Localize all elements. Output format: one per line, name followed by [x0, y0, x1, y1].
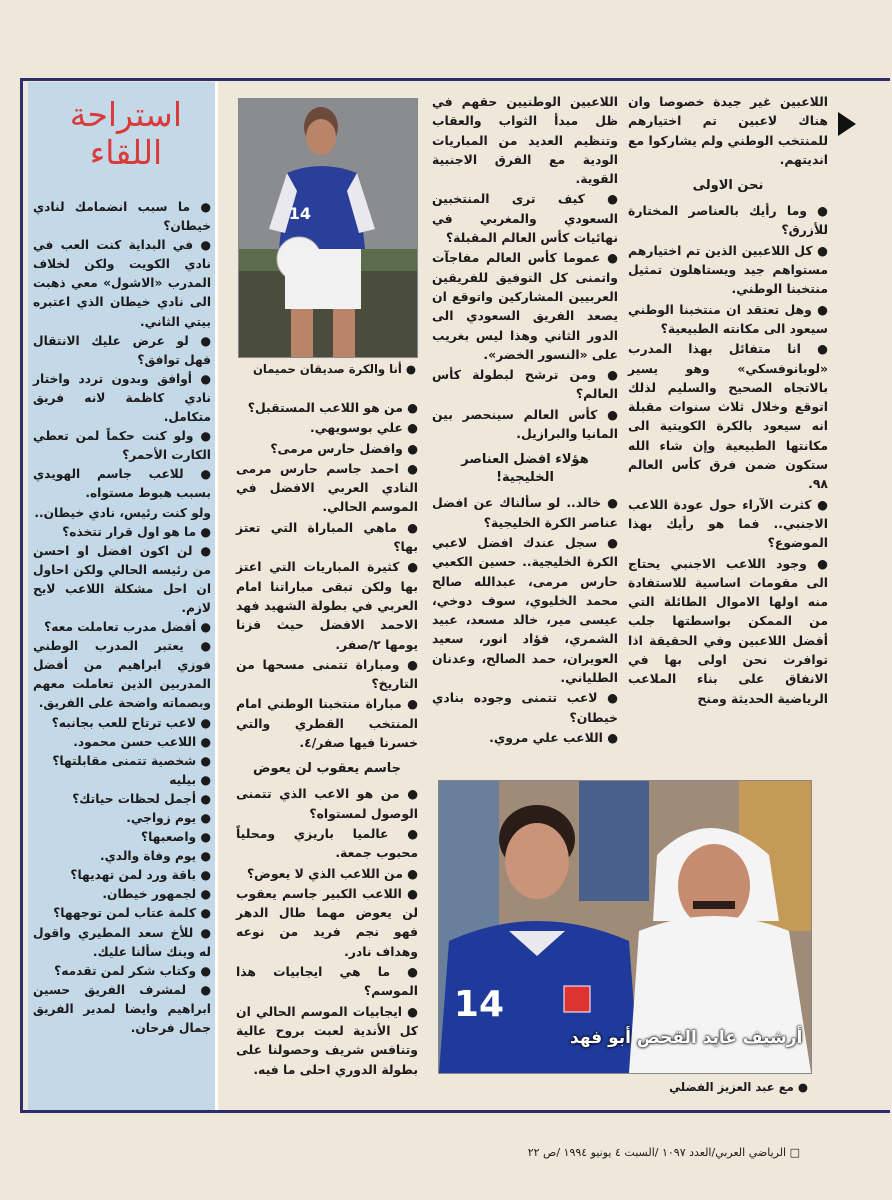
sidebar-paragraph: ● أوافق وبدون تردد واختار نادي كاظمة لانه فريق متكامل.: [33, 371, 211, 425]
article-paragraph: ● احمد جاسم حارس مرمى النادي العربي الافضل في الموسم الحالي.: [236, 460, 418, 515]
sidebar-paragraph: ● اللاعب حسن محمود.: [73, 734, 211, 749]
sidebar-paragraph: ● ما هو اول قرار تتخذه؟: [62, 524, 211, 539]
article-paragraph: ● سجل عندك افضل لاعبي الكرة الخليجية.. حسين الكعبي حارس مرمى، عبدالله صالح محمد الخليوي، سوف دوخي، عيسى مير، خالد مسعد، عبيد الشمري، فؤاد انور، سعيد العويران، حمد الصالح، وعدنان الطلياني.: [432, 534, 618, 686]
sidebar-paragraph: ● شخصية تتمنى مقابلتها؟: [52, 753, 211, 768]
sidebar-paragraph: ولو كنت رئيس، نادي خيطان..: [34, 505, 211, 520]
article-paragraph: ● خالد.. لو سألناك عن افضل عناصر الكرة الخليجية؟: [432, 495, 618, 530]
page-footer: □ الرياضي العربي/العدد ١٠٩٧ /السبت ٤ يونيو ١٩٩٤ /ص ٢٢: [527, 1146, 800, 1159]
column-right: [628, 92, 828, 709]
article-paragraph: اللاعبين الوطنيين حقهم في ظل مبدأ الثواب والعقاب وتنظيم العديد من المباريات الودية مع الفرق الاجنبية القوية.: [432, 94, 618, 187]
article-paragraph: ● وجود اللاعب الاجنبي يحتاج الى مقومات اساسية للاستفادة منه اولها الاموال الطائلة التي من الممكن بواسطتها جلب أفضل اللاعبين وفي الحقيقة اذا توافرت نحن اولى بها في الانفاق على بناء الملاعب الرياضية الحديثة ومنح: [628, 555, 828, 706]
sidebar-paragraph: ● للأخ سعد المطيري واقول له وينك سألنا عليك.: [33, 925, 211, 959]
article-paragraph: ● كثيرة المباريات التي اعتز بها ولكن تبقى مباراتنا امام العربي في بطولة الشهيد فهد الاحمد الافضل حيث فزنا يومها ٢/صفر.: [236, 559, 418, 652]
archive-watermark: أرشيف عايد القحص أبو فهد: [570, 1028, 803, 1048]
sidebar-paragraph: ● يعتبر المدرب الوطني فوزي ابراهيم من أفضل المدربين الذين تعاملت معهم وبصماته واضحة على الفريق.: [33, 639, 211, 711]
sidebar-paragraph: ● باقة ورد لمن تهديها؟: [70, 868, 211, 883]
sidebar-paragraph: ● في البداية كنت العب في نادي الكويت ولكن لخلاف المدرب «الاشول» معي ذهبت الى نادي خيطان الذي اعتبره بيتي الثاني.: [33, 238, 211, 329]
svg-text:14: 14: [453, 984, 504, 1025]
article-paragraph: ● كأس العالم سينحصر بين المانيا والبرازيل.: [432, 406, 618, 442]
column-left: [236, 398, 418, 1080]
player-photo-caption: ● أنا والكرة صديقان حميمان: [252, 362, 416, 376]
section-heading: هؤلاء افضل العناصر الخليجية!: [461, 452, 589, 486]
sidebar-paragraph: ● وكتاب شكر لمن تقدمه؟: [54, 963, 211, 978]
sidebar-paragraph: ● يوم وفاة والدي.: [99, 849, 211, 864]
sidebar-paragraph: ● لو عرض عليك الانتقال فهل توافق؟: [33, 333, 211, 367]
sidebar-paragraph: ● لجمهور خيطان.: [102, 887, 211, 902]
article-paragraph: اللاعبين غير جيدة خصوصا وان هناك لاعبين تم اختيارهم للمنتخب الوطني ولم يشاركوا مع انديتهم.: [628, 94, 828, 167]
article-paragraph: ● كل اللاعبين الذين تم اختيارهم مستواهم جيد ويستاهلون تمثيل منتخبنا الوطني.: [628, 242, 828, 297]
sidebar-paragraph: ● كلمة عتاب لمن توجهها؟: [53, 906, 211, 921]
group-photo-caption: ● مع عبد العزيز الفضلي: [669, 1080, 808, 1094]
sidebar-paragraph: ● أجمل لحظات حياتك؟: [72, 791, 211, 806]
article-paragraph: ● ماهي المباراة التي تعتز بها؟: [236, 519, 418, 555]
section-heading: نحن الاولى: [692, 178, 764, 194]
sidebar-paragraph: ● لاعب ترتاح للعب بجانبه؟: [51, 715, 211, 730]
article-paragraph: ● انا متفائل بهذا المدرب «لوبانوفسكي» وهو يسير بالاتجاه الصحيح والسليم لذلك اتوقع وخلال ثلاث سنوات مقبلة انه سيعود بالكرة الكويتية الى مكانتها الطبيعية وإن شاء الله ستكون ضمن فرق كأس العالم ٩٨.: [628, 341, 828, 492]
article-paragraph: ● كيف ترى المنتخبين السعودي والمغربي في نهائيات كأس العالم المقبلة؟: [432, 191, 618, 246]
article-paragraph: ● ما هي ايجابيات هذا الموسم؟: [236, 964, 418, 999]
article-paragraph: ● كثرت الآراء حول عودة اللاعب الاجنبي.. فما هو رأيك بهذا الموضوع؟: [628, 496, 828, 551]
article-paragraph: ● وافضل حارس مرمى؟: [270, 440, 418, 456]
arrow-marker-icon: [838, 112, 856, 136]
sidebar-paragraph: ● لمشرف الفريق حسين ابراهيم وايضا لمدير الفريق جمال فرحان.: [33, 982, 211, 1036]
sidebar-paragraph: ● ما سبب انضمامك لنادي خيطان؟: [33, 200, 211, 234]
article-paragraph: ● اللاعب علي مروي.: [489, 729, 618, 745]
article-paragraph: ● ومباراة تتمنى مسحها من التاريخ؟: [236, 656, 418, 692]
article-paragraph: ● وهل تعتقد ان منتخبنا الوطني سيعود الى مكانته الطبيعية؟: [628, 301, 828, 336]
sidebar-paragraph: ● للاعب جاسم الهويدي بسبب هبوط مستواه.: [33, 467, 211, 501]
sidebar-paragraph: ● يوم زواجي.: [126, 811, 211, 825]
section-heading: جاسم يعقوب لن يعوض: [252, 761, 402, 777]
article-paragraph: ● من هو الاعب الذي تتمنى الوصول لمستواه؟: [236, 786, 418, 821]
article-paragraph: ● علي بوسويهي.: [310, 420, 418, 436]
article-paragraph: ● ايجابيات الموسم الحالي ان كل الأندية لعبت بروح عالية وتنافس شريف وحصولنا على بطولة الدوري احلى ما فيه.: [236, 1003, 418, 1077]
article-paragraph: ● وما رأيك بالعناصر المختارة للأزرق؟: [628, 203, 828, 238]
article-paragraph: ● من هو اللاعب المستقبل؟: [247, 400, 418, 415]
sidebar-paragraph: ● أفضل مدرب تعاملت معه؟: [44, 620, 211, 635]
article-paragraph: ● لاعب تتمنى وجوده بنادي خيطان؟: [432, 690, 618, 725]
sidebar-paragraph: ● لن اكون افضل او احسن من رئيسه الحالي ولكن احاول ان احل مشكلة اللاعب لايح لازم.: [33, 543, 211, 615]
sidebar-paragraph: ● واصعبها؟: [141, 830, 211, 845]
column-middle: [432, 92, 618, 748]
sidebar-paragraph: ● بيليه: [169, 772, 211, 787]
sidebar-title: استراحة اللقاء: [69, 95, 182, 172]
player-photo: [238, 98, 418, 358]
article-paragraph: ● ومن ترشح لبطولة كأس العالم؟: [432, 367, 618, 402]
article-paragraph: ● مباراة منتخبنا الوطني امام المنتخب القطري والتي خسرنا فيها صفر/٤.: [236, 696, 418, 751]
article-paragraph: ● عالميا باريزي ومحلياً محبوب جمعة.: [236, 825, 418, 861]
sidebar-text: [33, 198, 211, 1038]
article-paragraph: ● اللاعب الكبير جاسم يعقوب لن يعوض مهما طال الدهر فهو نجم فريد من نوعه وهداف نادر.: [236, 885, 418, 959]
article-paragraph: ● عموما كأس العالم مفاجآت واتمنى كل التوفيق للفريقين العربيين المشاركين واتوقع ان يصعد الفريق السعودي الى الدور الثاني وهذا ليس بغريب على «النسور الخضر».: [432, 250, 618, 362]
sidebar-paragraph: ● ولو كنت حكماً لمن تعطي الكارت الأحمر؟: [33, 429, 211, 463]
svg-text:14: 14: [288, 204, 311, 223]
article-paragraph: ● من اللاعب الذي لا يعوض؟: [246, 865, 418, 881]
